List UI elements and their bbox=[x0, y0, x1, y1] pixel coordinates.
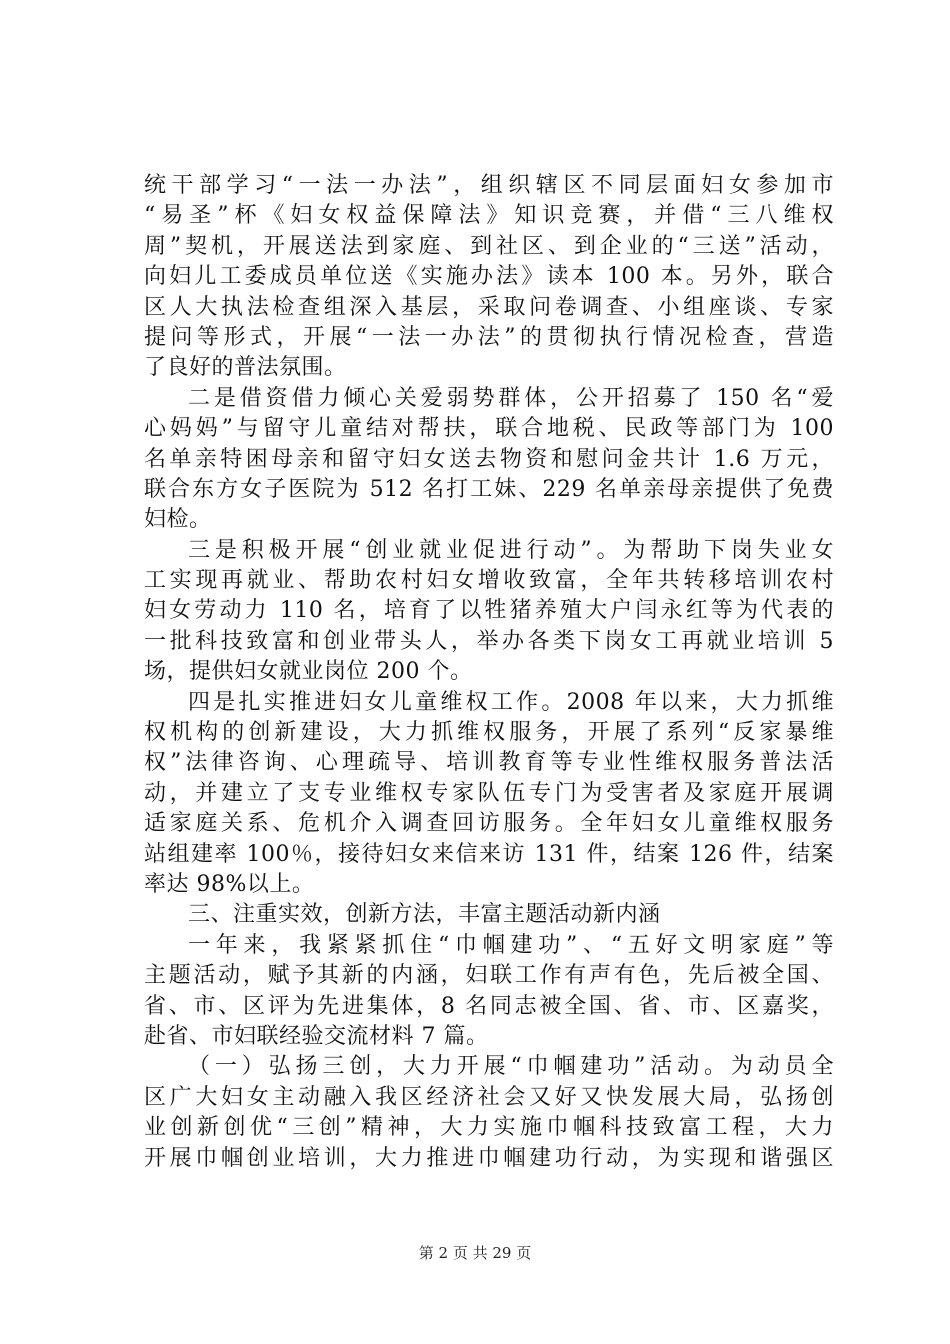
text-line: “易圣”杯《妇女权益保障法》知识竞赛，并借“三八维权 bbox=[144, 203, 834, 229]
paragraph-first-line: （一）弘扬三创，大力开展“巾帼建功”活动。为动员全 bbox=[188, 1054, 834, 1080]
text-line: 联合东方女子医院为 512 名打工妹、229 名单亲母亲提供了免费 bbox=[144, 476, 834, 502]
text-line: 区广大妇女主动融入我区经济社会又好又快发展大局，弘扬创 bbox=[144, 1084, 834, 1110]
text-line: 名单亲特困母亲和留守妇女送去物资和慰问金共计 1.6 万元， bbox=[144, 446, 834, 472]
text-line: 了良好的普法氛围。 bbox=[144, 355, 347, 381]
text-line: 适家庭关系、危机介入调查回访服务。全年妇女儿童维权服务 bbox=[144, 811, 834, 837]
text-line: 主题活动，赋予其新的内涵，妇联工作有声有色，先后被全国、 bbox=[144, 963, 834, 989]
text-line: 站组建率 100％，接待妇女来信来访 131 件，结案 126 件，结案 bbox=[144, 841, 834, 867]
text-line: 权机构的创新建设，大力抓维权服务，开展了系列“反家暴维 bbox=[144, 720, 834, 746]
text-line: 开展巾帼创业培训，大力推进巾帼建功行动，为实现和谐强区 bbox=[144, 1145, 834, 1171]
text-line: 工实现再就业、帮助农村妇女增收致富，全年共转移培训农村 bbox=[144, 568, 834, 594]
text-line: 心妈妈”与留守儿童结对帮扶，联合地税、民政等部门为 100 bbox=[144, 416, 834, 442]
text-line: 业创新创优“三创”精神，大力实施巾帼科技致富工程，大力 bbox=[144, 1115, 834, 1141]
text-line: 率达 98%以上。 bbox=[144, 871, 315, 897]
text-line: 提问等形式，开展“一法一办法”的贯彻执行情况检查，营造 bbox=[144, 324, 834, 350]
paragraph-first-line: 四是扎实推进妇女儿童维权工作。2008 年以来，大力抓维 bbox=[188, 689, 834, 715]
paragraph-first-line: 三是积极开展“创业就业促进行动”。为帮助下岗失业女 bbox=[188, 537, 834, 563]
text-line: 一批科技致富和创业带头人，举办各类下岗女工再就业培训 5 bbox=[144, 628, 834, 654]
text-line: 场，提供妇女就业岗位 200 个。 bbox=[144, 659, 473, 685]
text-line: 妇检。 bbox=[144, 507, 212, 533]
paragraph-first-line: 一年来，我紧紧抓住“巾帼建功”、“五好文明家庭”等 bbox=[188, 932, 834, 958]
text-line: 周”契机，开展送法到家庭、到社区、到企业的“三送”活动， bbox=[144, 233, 834, 259]
page-number-footer: 第 2 页 共 29 页 bbox=[418, 1244, 532, 1262]
text-line: 动，并建立了支专业维权专家队伍专门为受害者及家庭开展调 bbox=[144, 780, 834, 806]
text-line: 区人大执法检查组深入基层，采取问卷调查、小组座谈、专家 bbox=[144, 294, 834, 320]
text-line: 赴省、市妇联经验交流材料 7 篇。 bbox=[144, 1023, 489, 1049]
section-heading: 三、注重实效，创新方法，丰富主题活动新内涵 bbox=[188, 902, 661, 928]
text-line: 向妇儿工委成员单位送《实施办法》读本 100 本。另外，联合 bbox=[144, 264, 834, 290]
paragraph-first-line: 二是借资借力倾心关爱弱势群体，公开招募了 150 名“爱 bbox=[188, 385, 834, 411]
text-line: 妇女劳动力 110 名，培育了以牲猪养殖大户闫永红等为代表的 bbox=[144, 598, 834, 624]
text-line: 权”法律咨询、心理疏导、培训教育等专业性维权服务普法活 bbox=[144, 750, 834, 776]
text-line: 省、市、区评为先进集体，8 名同志被全国、省、市、区嘉奖， bbox=[144, 993, 834, 1019]
document-body bbox=[144, 171, 834, 1174]
text-line: 统干部学习“一法一办法”，组织辖区不同层面妇女参加市 bbox=[144, 173, 834, 198]
